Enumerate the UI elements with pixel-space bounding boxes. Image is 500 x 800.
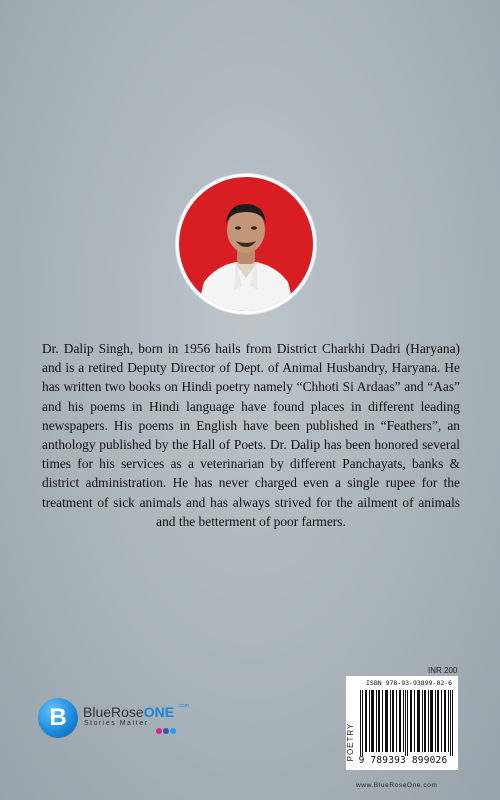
social-icons: [156, 728, 177, 736]
publisher-name: [83, 704, 174, 720]
instagram-icon[interactable]: [156, 728, 162, 734]
logo-letter: B: [49, 704, 67, 731]
publisher-tagline: Stories Matter: [84, 720, 149, 727]
price-label: INR 200: [428, 666, 458, 675]
publisher-name-main: BlueRose: [83, 704, 144, 720]
barcode-digits: 9 789393 899026: [358, 755, 448, 766]
twitter-icon[interactable]: [170, 728, 176, 734]
author-bio: Dr. Dalip Singh, born in 1956 hails from District Charkhi Dadri (Haryana) and is a retired Deputy Director of Dept. of Animal Husbandry, Haryana. He has written two books on Hindi poetry namely “Chhoti Si Ardaas” and “Aas” and his poems in Hindi language have found places in different leading newspapers. His poems in English have been published in “Feathers”, an anthology published by the Hall of Poets. Dr. Dalip has been honored several times for his services as a veterinarian by different Panchayats, banks & district administration. He has never charged even a single rupee for the treatment of sick animals and has always strived for the ailment of animals and the betterment of poor farmers.: [42, 341, 460, 529]
publisher-logo[interactable]: [38, 698, 208, 744]
publisher-domain-suffix: .com: [178, 703, 189, 709]
author-portrait: [176, 174, 316, 314]
barcode: [360, 690, 454, 756]
publisher-logo-mark: [38, 698, 78, 738]
author-photo: [176, 174, 316, 314]
isbn-number: ISBN 978-93-93899-02-6: [366, 679, 453, 687]
genre-label: POETRY: [345, 722, 355, 762]
publisher-name-accent: ONE: [143, 704, 175, 720]
facebook-icon[interactable]: [163, 728, 169, 734]
website-url[interactable]: www.BlueRoseOne.com: [356, 782, 438, 789]
